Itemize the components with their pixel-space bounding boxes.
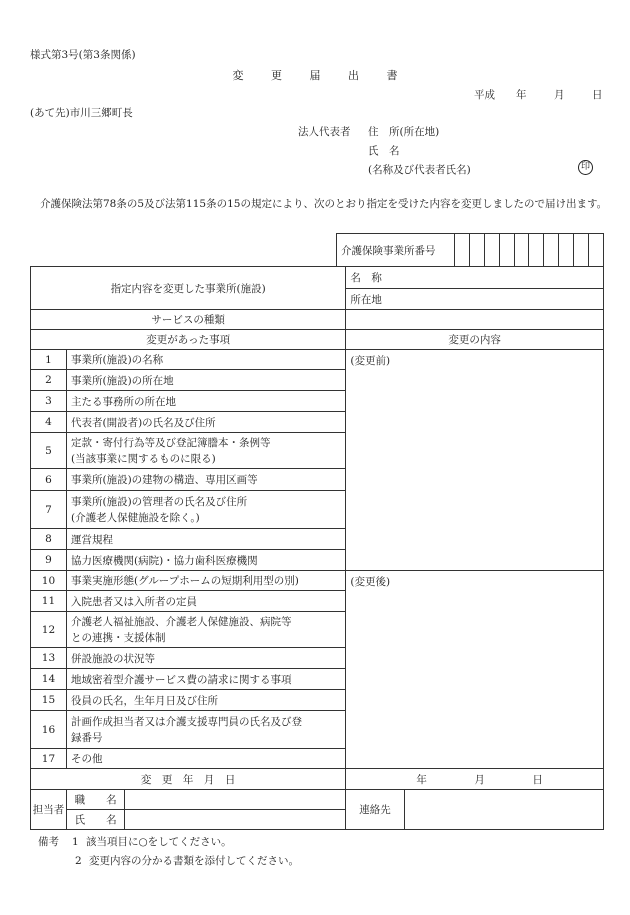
- contact-label: 連絡先: [346, 790, 404, 830]
- item-label: 代表者(開設者)の氏名及び住所: [66, 412, 345, 433]
- item-number[interactable]: 6: [31, 469, 67, 491]
- facility-label: 指定内容を変更した事業所(施設): [31, 267, 346, 310]
- title-char: 変: [232, 69, 244, 82]
- item-label: 役員の氏名，生年月日及び住所: [66, 690, 345, 711]
- title-char: 更: [271, 69, 282, 82]
- position-label: 職 名: [66, 790, 124, 810]
- item-label: 事業所(施設)の建物の構造、専用区画等: [66, 469, 345, 491]
- item-number[interactable]: 7: [31, 491, 67, 529]
- representative-label: 法人代表者: [298, 126, 351, 138]
- name-field[interactable]: [125, 810, 346, 830]
- office-number-digit[interactable]: [499, 234, 514, 267]
- item-number[interactable]: 10: [31, 571, 67, 591]
- title-char: 書: [386, 69, 398, 82]
- position-field[interactable]: [125, 790, 346, 810]
- date-era: 平成: [474, 89, 495, 101]
- changed-items-header: 変更があった事項: [31, 330, 346, 350]
- service-type-label: サービスの種類: [31, 310, 346, 330]
- note-number: 2: [75, 855, 82, 867]
- office-number-digit[interactable]: [574, 234, 589, 267]
- facility-address-label[interactable]: 所在地: [346, 289, 604, 310]
- change-date-day: 日: [532, 773, 543, 786]
- item-label-line: 録番号: [70, 731, 103, 744]
- item-label: [66, 433, 345, 469]
- title-char: 届: [309, 69, 321, 82]
- form-number: 様式第3号(第3条関係): [30, 49, 136, 61]
- representative-corp-label: (名称及び代表者氏名): [368, 164, 471, 176]
- item-label: 主たる事務所の所在地: [66, 391, 345, 412]
- change-form-table: [30, 266, 604, 830]
- office-number-label: 介護保険事業所番号: [337, 234, 455, 267]
- notes: [75, 853, 299, 868]
- office-number-digit[interactable]: [455, 234, 470, 267]
- item-label: [66, 711, 345, 749]
- item-label: 事業所(施設)の名称: [66, 350, 345, 370]
- addressee: (あて先)市川三郷町長: [30, 107, 133, 119]
- item-label: 地域密着型介護サービス費の請求に関する事項: [66, 669, 345, 690]
- date-year: 年: [516, 89, 527, 101]
- office-number-digit[interactable]: [529, 234, 544, 267]
- item-label-line: (介護老人保健施設を除く。): [70, 511, 200, 524]
- facility-name-label[interactable]: 名 称: [346, 267, 604, 289]
- service-type-field[interactable]: [346, 310, 604, 330]
- item-label: 事業実施形態(グループホームの短期利用型の別): [66, 571, 345, 591]
- item-number[interactable]: 16: [31, 711, 67, 749]
- submission-date: [474, 87, 603, 102]
- item-label: 事業所(施設)の所在地: [66, 370, 345, 391]
- notes: [38, 834, 232, 849]
- note-number: 1: [72, 836, 79, 848]
- item-label-line: 計画作成担当者又は介護支援専門員の氏名及び登: [70, 715, 302, 728]
- office-number-digit[interactable]: [559, 234, 574, 267]
- item-number[interactable]: 13: [31, 648, 67, 669]
- form-title: [0, 67, 630, 83]
- item-label: 併設施設の状況等: [66, 648, 345, 669]
- office-number-table: [336, 233, 604, 267]
- after-content-field[interactable]: [346, 571, 604, 769]
- item-label: 協力医療機関(病院)・協力歯科医療機関: [66, 550, 345, 571]
- notes-label: 備考: [38, 836, 59, 848]
- item-label: [66, 612, 345, 648]
- item-number[interactable]: 9: [31, 550, 67, 571]
- item-number[interactable]: 2: [31, 370, 67, 391]
- item-number[interactable]: 17: [31, 749, 67, 769]
- office-number-digit[interactable]: [484, 234, 499, 267]
- item-number[interactable]: 12: [31, 612, 67, 648]
- seal-mark: 印: [578, 160, 593, 175]
- item-label-line: 定款・寄付行為等及び登記簿謄本・条例等: [70, 436, 271, 449]
- change-date-year: 年: [416, 773, 427, 786]
- item-number[interactable]: 5: [31, 433, 67, 469]
- item-label: 入院患者又は入所者の定員: [66, 591, 345, 612]
- after-label: (変更後): [350, 576, 391, 588]
- note-text: 該当項目に○をしてください。: [86, 836, 232, 848]
- item-number[interactable]: 1: [31, 350, 67, 370]
- item-number[interactable]: 14: [31, 669, 67, 690]
- item-label-line: (当該事業に関するものに限る): [70, 452, 216, 465]
- title-char: 出: [348, 69, 359, 82]
- date-day: 日: [592, 89, 603, 101]
- item-label-line: 介護老人福祉施設、介護老人保健施設、病院等: [70, 615, 292, 628]
- office-number-digit[interactable]: [469, 234, 484, 267]
- item-number[interactable]: 8: [31, 529, 67, 550]
- office-number-digit[interactable]: [514, 234, 529, 267]
- item-number[interactable]: 15: [31, 690, 67, 711]
- contact-field[interactable]: [404, 790, 603, 830]
- name-label: 氏 名: [66, 810, 124, 830]
- item-label: [66, 491, 345, 529]
- person-in-charge-label: 担当者: [31, 790, 67, 830]
- changed-content-header: 変更の内容: [346, 330, 604, 350]
- item-number[interactable]: 11: [31, 591, 67, 612]
- office-number-digit[interactable]: [589, 234, 604, 267]
- before-label: (変更前): [350, 355, 391, 367]
- office-number-digit[interactable]: [544, 234, 559, 267]
- item-label: その他: [66, 749, 345, 769]
- item-label: 運営規程: [66, 529, 345, 550]
- change-date-month: 月: [474, 773, 485, 786]
- change-date-label: 変 更 年 月 日: [31, 769, 346, 790]
- note-text: 変更内容の分かる書類を添付してください。: [89, 855, 299, 867]
- representative-address-label: 住 所(所在地): [368, 126, 440, 138]
- body-text: 介護保険法第78条の5及び法第115条の15の規定により、次のとおり指定を受けた内容を変更しましたので届け出ます。: [40, 198, 608, 210]
- date-month: 月: [554, 89, 565, 101]
- item-label-line: との連携・支援体制: [70, 631, 166, 644]
- item-label-line: 事業所(施設)の管理者の氏名及び住所: [70, 495, 248, 508]
- item-number[interactable]: 3: [31, 391, 67, 412]
- change-date-field[interactable]: [346, 769, 604, 790]
- item-number[interactable]: 4: [31, 412, 67, 433]
- before-content-field[interactable]: [346, 350, 604, 571]
- representative-name-label: 氏 名: [368, 145, 400, 157]
